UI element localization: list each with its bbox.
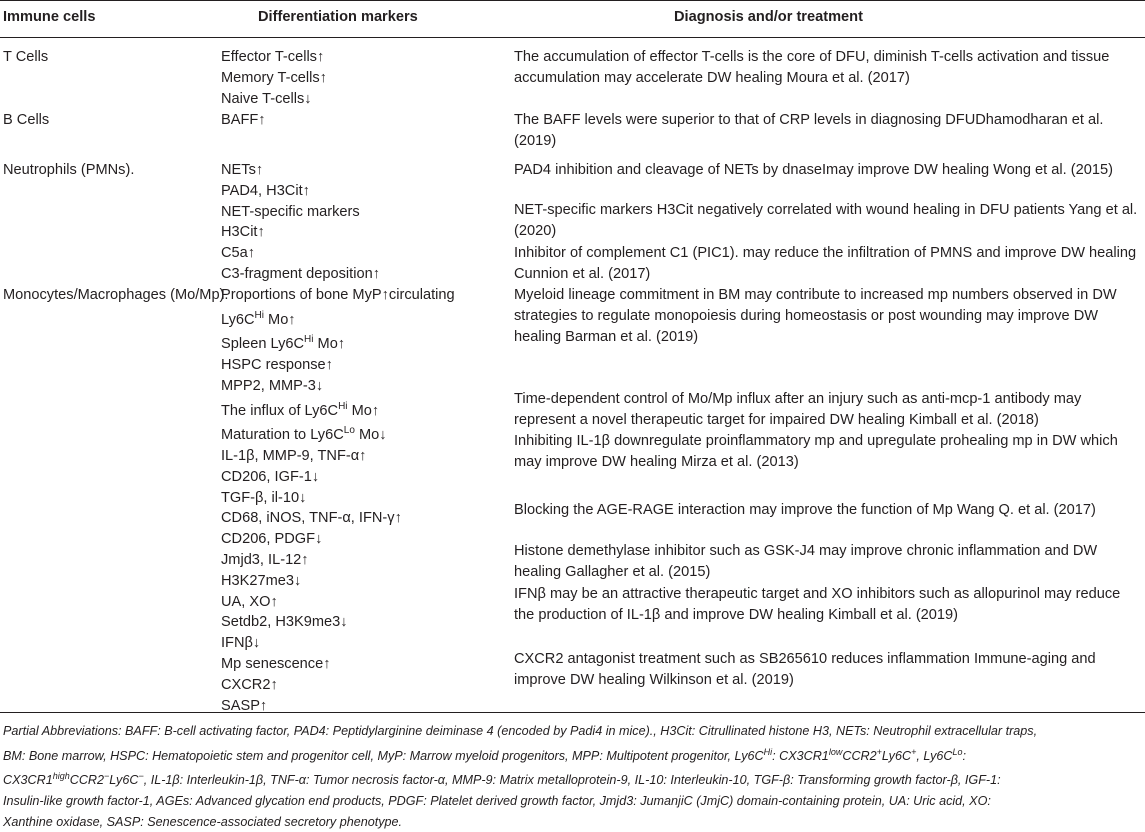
table-header — [0, 0, 1145, 38]
row-monocytes-treatment-2 — [514, 389, 1081, 431]
marker: Spleen $Ly6C^{Hi}$ Mo↑ — [221, 334, 346, 353]
treatment-line: The BAFF levels were superior to that of CRP levels in diagnosing DFUDhamodharan et al. — [514, 112, 1104, 128]
header-differentiation-markers: Differentiation markers — [258, 9, 418, 25]
marker: Effector T-cells↑ — [221, 49, 325, 65]
treatment-line: Inhibiting IL-1β downregulate proinflammatory mp and upregulate prohealing mp in DW which — [514, 433, 1118, 449]
marker: $Ly6C^{Hi}$ Mo↑ — [221, 309, 296, 328]
row-t-cells-treatment — [514, 47, 1109, 89]
marker: Maturation to $Ly6C^{Lo}$ Mo↓ — [221, 425, 387, 444]
row-neutrophils-treatment-2 — [514, 200, 1137, 242]
treatment-line: represent a novel therapeutic target for impaired DW healing Kimball et al. (2018) — [514, 411, 1039, 428]
treatment-line: Myeloid lineage commitment in BM may contribute to increased mp numbers observed in DW — [514, 287, 1117, 303]
header-immune-cells: Immune cells — [3, 9, 96, 25]
row-monocytes-label: Monocytes/Macrophages (Mo/Mp). — [3, 287, 229, 303]
row-neutrophils-treatment-1 — [514, 160, 1113, 181]
marker: Jmjd3, IL-12↑ — [221, 552, 309, 568]
treatment-line: IFNβ may be an attractive therapeutic target and XO inhibitors such as allopurinol may reduce — [514, 586, 1121, 602]
superscript: Hi — [254, 309, 264, 321]
marker: C5a↑ — [221, 245, 256, 262]
marker: CD206, PDGF↓ — [221, 531, 323, 548]
treatment-line: Inhibitor of complement C1 (PIC1). may reduce the infiltration of PMNS and improve DW healing — [514, 245, 1137, 261]
row-monocytes-treatment-3 — [514, 431, 1118, 473]
marker: PAD4, H3Cit↑ — [221, 182, 310, 199]
superscript: Lo — [343, 425, 355, 437]
treatment-line: Time-dependent control of Mo/Mp influx after an injury such as anti-mcp-1 antibody may — [514, 391, 1082, 407]
footnote-line: Partial Abbreviations: BAFF: B-cell activating factor, PAD4: Peptidylarginine deiminase 4 (encoded by Padi4 in mice)., H3Cit: Citrullinated histone H3, NETs: Neutrophil extracellular traps, — [3, 724, 1038, 738]
marker: UA, XO↑ — [221, 593, 278, 610]
treatment-line: Cunnion et al. (2017) — [514, 265, 651, 282]
treatment-line: CXCR2 antagonist treatment such as SB265610 reduces inflammation Immune-aging and — [514, 651, 1096, 667]
treatment-line: Blocking the AGE-RAGE interaction may improve the function of Mp Wang Q. et al. (2017) — [514, 502, 1096, 518]
treatment-line: the production of IL-1β and improve DW healing Kimball et al. (2019) — [514, 606, 959, 623]
row-neutrophils-treatment-3 — [514, 243, 1136, 285]
marker: C3-fragment deposition↑ — [221, 265, 380, 282]
marker: MPP2, MMP-3↓ — [221, 377, 324, 394]
marker: SASP↑ — [221, 697, 268, 714]
treatment-line: Histone demethylase inhibitor such as GSK-J4 may improve chronic inflammation and DW — [514, 543, 1098, 559]
row-neutrophils-label: Neutrophils (PMNs). — [3, 162, 135, 178]
marker: Setdb2, H3K9me3↓ — [221, 614, 348, 631]
marker: TGF-β, il-10↓ — [221, 489, 307, 506]
marker: IL-1β, MMP-9, TNF-α↑ — [221, 448, 367, 465]
footnote-line: BM: Bone marrow, HSPC: Hematopoietic stem and progenitor cell, MyP: Marrow myeloid progenitors, MPP: Multipotent progenitor, $Ly6C^{Hi}$: $CX3CR1^{low}CCR2^+Ly6C^+$, $Ly6C^{Lo}$: — [3, 746, 967, 763]
treatment-line: (2020) — [514, 222, 557, 239]
row-monocytes-treatment-6 — [514, 584, 1120, 626]
marker: Mp senescence↑ — [221, 655, 331, 672]
table-footnote — [3, 721, 1138, 832]
row-neutrophils-markers — [221, 160, 380, 285]
row-t-cells-label: T Cells — [3, 49, 49, 65]
superscript: Hi — [304, 334, 314, 346]
treatment-line: PAD4 inhibition and cleavage of NETs by dnaseImay improve DW healing Wong et al. (2015) — [514, 162, 1113, 178]
marker: NETs↑ — [221, 162, 264, 178]
marker: Naive T-cells↓ — [221, 90, 312, 107]
row-b-cells-markers — [221, 110, 266, 131]
treatment-line: improve DW healing Wilkinson et al. (2019) — [514, 671, 794, 688]
marker: The influx of $Ly6C^{Hi}$ Mo↑ — [221, 400, 380, 419]
table-bottom-rule — [0, 712, 1145, 713]
marker: NET-specific markers — [221, 203, 360, 220]
treatment-line: healing Barman et al. (2019) — [514, 328, 699, 345]
marker: BAFF↑ — [221, 112, 266, 128]
marker: CXCR2↑ — [221, 676, 278, 693]
treatment-line: may improve DW healing Mirza et al. (2013) — [514, 453, 799, 470]
row-monocytes-treatment-1 — [514, 285, 1117, 347]
treatment-line: healing Gallagher et al. (2015) — [514, 563, 711, 580]
marker: H3Cit↑ — [221, 224, 265, 241]
marker: Memory T-cells↑ — [221, 69, 327, 86]
header-diagnosis-treatment: Diagnosis and/or treatment — [674, 9, 863, 25]
treatment-line: strategies to regulate monopoiesis during homeostasis or post wounding may improve DW — [514, 307, 1099, 324]
marker: HSPC response↑ — [221, 357, 333, 374]
marker: Proportions of bone MyP↑circulating — [221, 287, 455, 303]
marker: CD68, iNOS, TNF-α, IFN-γ↑ — [221, 510, 402, 527]
treatment-line: NET-specific markers H3Cit negatively correlated with wound healing in DFU patients Yang et al. — [514, 202, 1138, 218]
footnote-line: Xanthine oxidase, SASP: Senescence-associated secretory phenotype. — [3, 814, 403, 829]
superscript: Hi — [338, 400, 348, 412]
marker: CD206, IGF-1↓ — [221, 468, 320, 485]
footnote-line: $CX3CR1^{high}CCR2^-Ly6C^-$, IL-1β: Interleukin-1β, TNF-α: Tumor necrosis factor-α, MMP-9: Matrix metalloprotein-9, IL-10: Interleukin-10, TGF-β: Transforming growth factor-β, IGF-1: — [3, 771, 1001, 788]
marker: H3K27me3↓ — [221, 572, 302, 589]
treatment-line: (2019) — [514, 132, 557, 149]
treatment-line: The accumulation of effector T-cells is the core of DFU, diminish T-cells activation and tissue — [514, 49, 1110, 65]
treatment-line: accumulation may accelerate DW healing Moura et al. (2017) — [514, 69, 910, 86]
row-b-cells-label: B Cells — [3, 112, 50, 128]
row-monocytes-treatment-5 — [514, 541, 1097, 583]
row-monocytes-treatment-7 — [514, 649, 1096, 691]
footnote-line: Insulin-like growth factor-1, AGEs: Advanced glycation end products, PDGF: Platelet derived growth factor, Jmjd3: JumanjiC (JmjC) domain-containing protein, UA: Uric acid, XO: — [3, 794, 991, 809]
row-monocytes-markers — [221, 285, 455, 716]
row-b-cells-treatment — [514, 110, 1103, 152]
marker: IFNβ↓ — [221, 635, 261, 652]
row-t-cells-markers — [221, 47, 327, 109]
row-monocytes-treatment-4 — [514, 500, 1096, 521]
